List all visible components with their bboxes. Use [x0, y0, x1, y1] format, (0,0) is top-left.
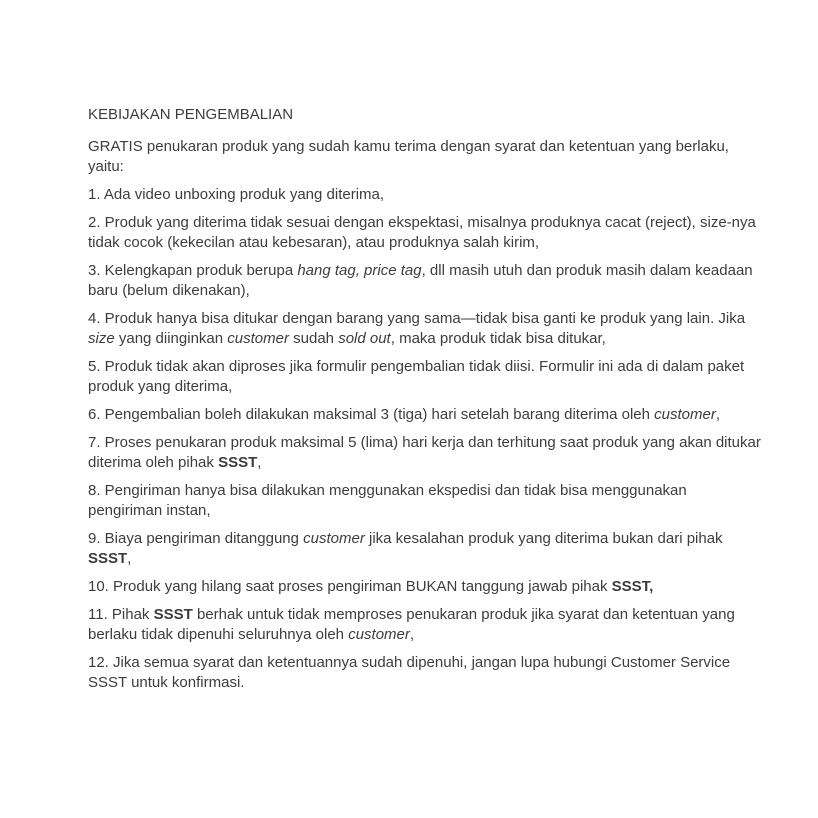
policy-item-4: [88, 309, 763, 349]
page-title: KEBIJAKAN PENGEMBALIAN: [88, 106, 294, 123]
text-run: SSST: [153, 606, 193, 623]
text-run: 8. Pengiriman hanya bisa dilakukan menggunakan ekspedisi dan tidak bisa menggunakan pengiriman instan,: [88, 482, 687, 519]
policy-item-7: [88, 433, 763, 473]
text-run: hang tag, price tag: [297, 262, 422, 279]
text-run: 9. Biaya pengiriman ditanggung: [88, 530, 304, 547]
text-run: 3. Kelengkapan produk berupa: [88, 262, 298, 279]
document-page: [88, 105, 763, 693]
policy-item-12: [88, 653, 763, 693]
policy-item-2: [88, 213, 763, 253]
text-run: 10. Produk yang hilang saat proses pengiriman BUKAN tanggung jawab pihak: [88, 578, 612, 595]
text-run: size: [88, 330, 115, 347]
text-run: customer: [348, 626, 410, 643]
text-run: 2. Produk yang diterima tidak sesuai dengan ekspektasi, misalnya produknya cacat (reject), size-nya tidak cocok (kekecilan atau kebesaran), atau produknya salah kirim,: [88, 214, 756, 251]
text-run: customer: [303, 530, 365, 547]
text-run: SSST: [218, 454, 258, 471]
text-run: 12. Jika semua syarat dan ketentuannya sudah dipenuhi, jangan lupa hubungi Customer Service SSST untuk konfirmasi.: [88, 654, 731, 691]
text-run: jika kesalahan produk yang diterima bukan dari pihak: [364, 530, 723, 547]
policy-item-1: [88, 185, 763, 205]
policy-item-10: [88, 577, 763, 597]
policy-item-3: [88, 261, 763, 301]
text-run: 6. Pengembalian boleh dilakukan maksimal 3 (tiga) hari setelah barang diterima oleh: [88, 406, 655, 423]
text-run: ,: [127, 550, 132, 567]
text-run: 1. Ada video unboxing produk yang diterima,: [88, 186, 385, 203]
text-run: berhak untuk tidak memproses penukaran produk jika syarat dan ketentuan yang berlaku tidak dipenuhi seluruhnya oleh: [88, 606, 735, 643]
text-run: 4. Produk hanya bisa ditukar dengan barang yang sama—tidak bisa ganti ke produk yang lain. Jika: [88, 310, 746, 327]
policy-item-11: [88, 605, 763, 645]
policy-item-6: [88, 405, 763, 425]
text-run: 5. Produk tidak akan diproses jika formulir pengembalian tidak diisi. Formulir ini ada di dalam paket produk yang diterima,: [88, 358, 745, 395]
text-run: ,: [715, 406, 721, 423]
text-run: 11. Pihak: [88, 606, 154, 623]
policy-item-9: [88, 529, 763, 569]
text-run: , maka produk tidak bisa ditukar,: [390, 330, 606, 347]
text-run: sudah: [288, 330, 339, 347]
text-run: SSST,: [611, 578, 654, 595]
policy-list: [88, 185, 763, 693]
text-run: SSST: [88, 550, 128, 567]
text-run: ,: [257, 454, 262, 471]
policy-item-8: [88, 481, 763, 521]
text-run: ,: [409, 626, 415, 643]
text-run: , dll masih utuh dan produk masih dalam keadaan baru (belum dikenakan),: [88, 262, 753, 299]
text-run: sold out: [338, 330, 391, 347]
text-run: yang diinginkan: [114, 330, 228, 347]
text-run: customer: [654, 406, 716, 423]
text-run: 7. Proses penukaran produk maksimal 5 (lima) hari kerja dan terhitung saat produk yang akan ditukar diterima oleh pihak: [88, 434, 761, 471]
text-run: customer: [227, 330, 289, 347]
intro-paragraph: GRATIS penukaran produk yang sudah kamu terima dengan syarat dan ketentuan yang berlaku, yaitu:: [88, 138, 729, 175]
policy-item-5: [88, 357, 763, 397]
